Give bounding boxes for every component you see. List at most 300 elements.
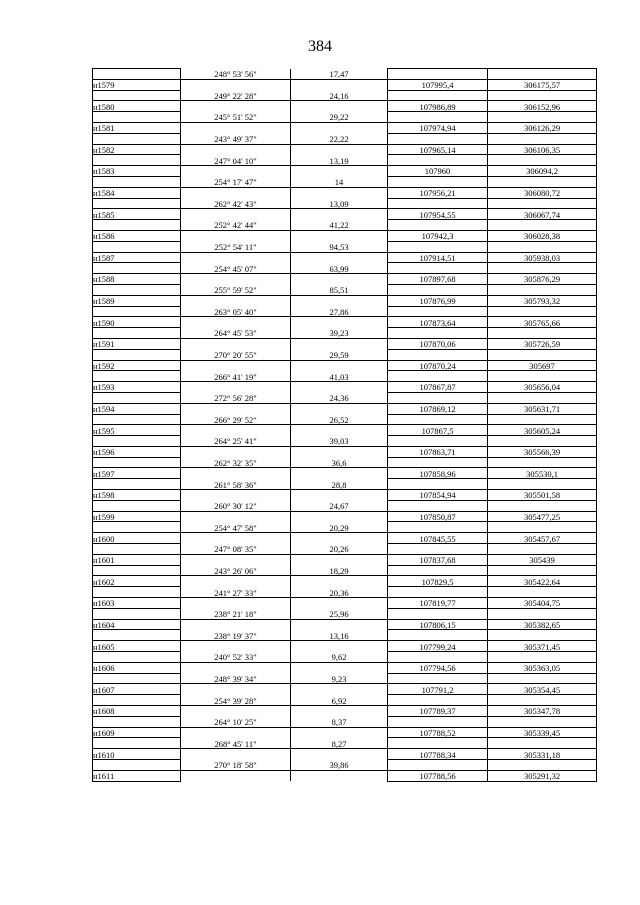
y-coordinate-cell: 305457,67 — [488, 533, 597, 544]
angle-cell — [181, 511, 291, 522]
y-coordinate-cell — [488, 738, 597, 749]
segment-row — [93, 263, 597, 274]
segment-row — [93, 544, 597, 555]
y-coordinate-cell — [488, 112, 597, 123]
length-cell: 8,27 — [291, 738, 388, 749]
point-cell — [93, 587, 181, 598]
point-cell — [93, 716, 181, 727]
point-row — [93, 706, 597, 717]
length-cell: 9,62 — [291, 652, 388, 663]
point-cell — [93, 630, 181, 641]
angle-cell: 245° 51' 52" — [181, 112, 291, 123]
length-cell — [291, 727, 388, 738]
y-coordinate-cell: 305354,45 — [488, 684, 597, 695]
angle-cell: 262° 32' 35" — [181, 457, 291, 468]
angle-cell — [181, 101, 291, 112]
length-cell — [291, 598, 388, 609]
x-coordinate-cell: 107974,94 — [388, 122, 488, 133]
length-cell: 28,8 — [291, 479, 388, 490]
length-cell: 39,23 — [291, 328, 388, 339]
y-coordinate-cell: 305793,32 — [488, 295, 597, 306]
segment-row — [93, 176, 597, 187]
x-coordinate-cell: 107819,77 — [388, 598, 488, 609]
x-coordinate-cell — [388, 673, 488, 684]
length-cell: 13,19 — [291, 155, 388, 166]
angle-cell — [181, 533, 291, 544]
x-coordinate-cell — [388, 652, 488, 663]
point-cell — [93, 695, 181, 706]
length-cell — [291, 295, 388, 306]
segment-row — [93, 608, 597, 619]
angle-cell: 270° 20' 55" — [181, 349, 291, 360]
x-coordinate-cell: 107791,2 — [388, 684, 488, 695]
point-cell: н1582 — [93, 144, 181, 155]
x-coordinate-cell — [388, 155, 488, 166]
point-cell: н1592 — [93, 360, 181, 371]
angle-cell — [181, 641, 291, 652]
angle-cell — [181, 598, 291, 609]
y-coordinate-cell — [488, 263, 597, 274]
length-cell — [291, 706, 388, 717]
y-coordinate-cell: 306175,57 — [488, 79, 597, 90]
point-cell: н1605 — [93, 641, 181, 652]
point-cell: н1595 — [93, 425, 181, 436]
point-cell — [93, 176, 181, 187]
y-coordinate-cell: 305371,45 — [488, 641, 597, 652]
point-row — [93, 490, 597, 501]
angle-cell — [181, 619, 291, 630]
length-cell — [291, 317, 388, 328]
angle-cell: 240° 52' 33" — [181, 652, 291, 663]
angle-cell: 254° 45' 07" — [181, 263, 291, 274]
y-coordinate-cell — [488, 133, 597, 144]
angle-cell: 266° 41' 19" — [181, 371, 291, 382]
angle-cell — [181, 360, 291, 371]
angle-cell: 266° 29' 52" — [181, 414, 291, 425]
length-cell — [291, 252, 388, 263]
length-cell — [291, 274, 388, 285]
x-coordinate-cell: 107788,56 — [388, 770, 488, 781]
point-cell — [93, 241, 181, 252]
point-cell — [93, 349, 181, 360]
x-coordinate-cell: 107788,52 — [388, 727, 488, 738]
angle-cell: 238° 19' 37" — [181, 630, 291, 641]
y-coordinate-cell: 305938,03 — [488, 252, 597, 263]
angle-cell — [181, 317, 291, 328]
y-coordinate-cell — [488, 565, 597, 576]
y-coordinate-cell: 305697 — [488, 360, 597, 371]
angle-cell — [181, 230, 291, 241]
point-cell: н1590 — [93, 317, 181, 328]
y-coordinate-cell — [488, 220, 597, 231]
y-coordinate-cell — [488, 284, 597, 295]
length-cell — [291, 554, 388, 565]
point-cell: н1584 — [93, 187, 181, 198]
x-coordinate-cell: 107794,56 — [388, 662, 488, 673]
length-cell: 20,26 — [291, 544, 388, 555]
point-cell — [93, 69, 181, 80]
y-coordinate-cell: 305656,04 — [488, 382, 597, 393]
angle-cell: 247° 04' 10" — [181, 155, 291, 166]
angle-cell: 249° 22' 28" — [181, 90, 291, 101]
angle-cell — [181, 468, 291, 479]
point-row — [93, 641, 597, 652]
x-coordinate-cell — [388, 69, 488, 80]
y-coordinate-cell: 305363,05 — [488, 662, 597, 673]
length-cell: 9,23 — [291, 673, 388, 684]
point-cell — [93, 500, 181, 511]
x-coordinate-cell — [388, 695, 488, 706]
segment-row — [93, 90, 597, 101]
y-coordinate-cell: 305331,18 — [488, 749, 597, 760]
angle-cell — [181, 403, 291, 414]
length-cell — [291, 187, 388, 198]
y-coordinate-cell — [488, 457, 597, 468]
y-coordinate-cell — [488, 349, 597, 360]
point-cell: н1598 — [93, 490, 181, 501]
x-coordinate-cell — [388, 587, 488, 598]
point-cell — [93, 328, 181, 339]
angle-cell: 252° 42' 44" — [181, 220, 291, 231]
x-coordinate-cell: 107850,87 — [388, 511, 488, 522]
length-cell: 27,86 — [291, 306, 388, 317]
point-row — [93, 274, 597, 285]
angle-cell: 241° 27' 33" — [181, 587, 291, 598]
point-row — [93, 122, 597, 133]
point-cell: н1594 — [93, 403, 181, 414]
y-coordinate-cell: 305501,58 — [488, 490, 597, 501]
segment-row — [93, 306, 597, 317]
segment-row — [93, 349, 597, 360]
y-coordinate-cell — [488, 198, 597, 209]
point-row — [93, 79, 597, 90]
x-coordinate-cell: 107806,15 — [388, 619, 488, 630]
segment-row — [93, 392, 597, 403]
point-cell: н1588 — [93, 274, 181, 285]
x-coordinate-cell: 107867,5 — [388, 425, 488, 436]
x-coordinate-cell: 107954,55 — [388, 209, 488, 220]
point-row — [93, 619, 597, 630]
point-cell: н1602 — [93, 576, 181, 587]
y-coordinate-cell: 305404,75 — [488, 598, 597, 609]
length-cell: 24,36 — [291, 392, 388, 403]
segment-row — [93, 69, 597, 80]
x-coordinate-cell: 107845,55 — [388, 533, 488, 544]
x-coordinate-cell: 107914,51 — [388, 252, 488, 263]
length-cell — [291, 662, 388, 673]
y-coordinate-cell — [488, 69, 597, 80]
y-coordinate-cell: 306126,29 — [488, 122, 597, 133]
point-cell — [93, 198, 181, 209]
length-cell: 17,47 — [291, 69, 388, 80]
segment-row — [93, 457, 597, 468]
angle-cell — [181, 684, 291, 695]
angle-cell: 264° 10' 25" — [181, 716, 291, 727]
point-cell: н1586 — [93, 230, 181, 241]
x-coordinate-cell — [388, 760, 488, 771]
segment-row — [93, 133, 597, 144]
angle-cell — [181, 187, 291, 198]
point-cell: н1611 — [93, 770, 181, 781]
y-coordinate-cell: 305765,66 — [488, 317, 597, 328]
angle-cell: 260° 30' 12" — [181, 500, 291, 511]
x-coordinate-cell — [388, 133, 488, 144]
angle-cell: 262° 42' 43" — [181, 198, 291, 209]
y-coordinate-cell — [488, 716, 597, 727]
point-row — [93, 727, 597, 738]
point-cell: н1591 — [93, 338, 181, 349]
angle-cell: 247° 08' 35" — [181, 544, 291, 555]
angle-cell — [181, 382, 291, 393]
length-cell: 13,16 — [291, 630, 388, 641]
y-coordinate-cell — [488, 241, 597, 252]
length-cell — [291, 101, 388, 112]
point-cell — [93, 263, 181, 274]
segment-row — [93, 479, 597, 490]
point-cell — [93, 436, 181, 447]
angle-cell: 252° 54' 11" — [181, 241, 291, 252]
length-cell: 6,92 — [291, 695, 388, 706]
x-coordinate-cell — [388, 284, 488, 295]
length-cell: 94,53 — [291, 241, 388, 252]
point-row — [93, 684, 597, 695]
x-coordinate-cell: 107876,99 — [388, 295, 488, 306]
segment-row — [93, 155, 597, 166]
length-cell — [291, 684, 388, 695]
y-coordinate-cell — [488, 392, 597, 403]
length-cell: 36,6 — [291, 457, 388, 468]
angle-cell — [181, 662, 291, 673]
y-coordinate-cell — [488, 652, 597, 663]
x-coordinate-cell: 107956,21 — [388, 187, 488, 198]
x-coordinate-cell — [388, 90, 488, 101]
x-coordinate-cell — [388, 479, 488, 490]
segment-row — [93, 220, 597, 231]
point-cell — [93, 414, 181, 425]
x-coordinate-cell — [388, 457, 488, 468]
y-coordinate-cell: 305477,25 — [488, 511, 597, 522]
coordinates-table-body — [93, 69, 597, 782]
x-coordinate-cell: 107960 — [388, 166, 488, 177]
point-cell: н1593 — [93, 382, 181, 393]
x-coordinate-cell — [388, 414, 488, 425]
point-row — [93, 468, 597, 479]
point-cell — [93, 220, 181, 231]
angle-cell — [181, 144, 291, 155]
y-coordinate-cell: 305631,71 — [488, 403, 597, 414]
length-cell: 26,52 — [291, 414, 388, 425]
point-row — [93, 770, 597, 781]
point-row — [93, 403, 597, 414]
length-cell: 41,03 — [291, 371, 388, 382]
x-coordinate-cell — [388, 500, 488, 511]
length-cell — [291, 209, 388, 220]
x-coordinate-cell: 107854,94 — [388, 490, 488, 501]
y-coordinate-cell: 305291,32 — [488, 770, 597, 781]
angle-cell — [181, 490, 291, 501]
x-coordinate-cell: 107986,89 — [388, 101, 488, 112]
y-coordinate-cell — [488, 608, 597, 619]
angle-cell — [181, 706, 291, 717]
angle-cell — [181, 749, 291, 760]
point-cell: н1608 — [93, 706, 181, 717]
segment-row — [93, 695, 597, 706]
length-cell: 18,29 — [291, 565, 388, 576]
point-cell: н1587 — [93, 252, 181, 263]
angle-cell — [181, 576, 291, 587]
angle-cell — [181, 727, 291, 738]
x-coordinate-cell — [388, 565, 488, 576]
point-cell — [93, 284, 181, 295]
y-coordinate-cell — [488, 176, 597, 187]
point-row — [93, 533, 597, 544]
point-row — [93, 382, 597, 393]
y-coordinate-cell — [488, 760, 597, 771]
x-coordinate-cell — [388, 436, 488, 447]
y-coordinate-cell — [488, 695, 597, 706]
x-coordinate-cell: 107873,64 — [388, 317, 488, 328]
length-cell — [291, 360, 388, 371]
angle-cell: 254° 47' 58" — [181, 522, 291, 533]
point-cell: н1580 — [93, 101, 181, 112]
point-cell: н1601 — [93, 554, 181, 565]
length-cell: 39,03 — [291, 436, 388, 447]
angle-cell — [181, 295, 291, 306]
point-row — [93, 187, 597, 198]
length-cell — [291, 490, 388, 501]
y-coordinate-cell — [488, 673, 597, 684]
y-coordinate-cell: 305339,45 — [488, 727, 597, 738]
angle-cell: 238° 21' 18" — [181, 608, 291, 619]
length-cell — [291, 749, 388, 760]
x-coordinate-cell: 107995,4 — [388, 79, 488, 90]
x-coordinate-cell — [388, 241, 488, 252]
angle-cell: 248° 39' 34" — [181, 673, 291, 684]
y-coordinate-cell: 305726,59 — [488, 338, 597, 349]
x-coordinate-cell: 107942,3 — [388, 230, 488, 241]
point-cell — [93, 112, 181, 123]
x-coordinate-cell: 107869,12 — [388, 403, 488, 414]
length-cell: 39,86 — [291, 760, 388, 771]
angle-cell: 254° 17' 47" — [181, 176, 291, 187]
point-row — [93, 511, 597, 522]
y-coordinate-cell: 305605,24 — [488, 425, 597, 436]
angle-cell: 268° 45' 11" — [181, 738, 291, 749]
point-row — [93, 425, 597, 436]
segment-row — [93, 198, 597, 209]
length-cell: 63,99 — [291, 263, 388, 274]
x-coordinate-cell: 107788,34 — [388, 749, 488, 760]
angle-cell — [181, 209, 291, 220]
point-cell: н1579 — [93, 79, 181, 90]
angle-cell: 272° 56' 28" — [181, 392, 291, 403]
x-coordinate-cell — [388, 306, 488, 317]
angle-cell — [181, 122, 291, 133]
point-cell — [93, 738, 181, 749]
length-cell — [291, 79, 388, 90]
segment-row — [93, 716, 597, 727]
length-cell — [291, 468, 388, 479]
point-cell: н1604 — [93, 619, 181, 630]
point-cell — [93, 392, 181, 403]
length-cell — [291, 576, 388, 587]
x-coordinate-cell — [388, 544, 488, 555]
point-cell: н1610 — [93, 749, 181, 760]
length-cell: 22,22 — [291, 133, 388, 144]
length-cell: 24,67 — [291, 500, 388, 511]
length-cell — [291, 338, 388, 349]
point-cell — [93, 608, 181, 619]
point-cell: н1597 — [93, 468, 181, 479]
length-cell — [291, 230, 388, 241]
x-coordinate-cell: 107897,68 — [388, 274, 488, 285]
angle-cell: 264° 45' 53" — [181, 328, 291, 339]
point-cell: н1596 — [93, 446, 181, 457]
angle-cell: 254° 39' 28" — [181, 695, 291, 706]
x-coordinate-cell — [388, 198, 488, 209]
x-coordinate-cell — [388, 112, 488, 123]
length-cell — [291, 403, 388, 414]
segment-row — [93, 630, 597, 641]
point-cell — [93, 522, 181, 533]
y-coordinate-cell — [488, 544, 597, 555]
x-coordinate-cell — [388, 392, 488, 403]
point-cell — [93, 371, 181, 382]
point-row — [93, 749, 597, 760]
length-cell — [291, 122, 388, 133]
length-cell: 20,29 — [291, 522, 388, 533]
length-cell — [291, 770, 388, 781]
point-row — [93, 166, 597, 177]
x-coordinate-cell: 107863,71 — [388, 446, 488, 457]
point-row — [93, 144, 597, 155]
length-cell: 20,36 — [291, 587, 388, 598]
length-cell — [291, 382, 388, 393]
length-cell — [291, 511, 388, 522]
x-coordinate-cell — [388, 349, 488, 360]
x-coordinate-cell: 107789,37 — [388, 706, 488, 717]
y-coordinate-cell — [488, 155, 597, 166]
point-cell: н1581 — [93, 122, 181, 133]
angle-cell — [181, 274, 291, 285]
y-coordinate-cell — [488, 371, 597, 382]
length-cell — [291, 425, 388, 436]
x-coordinate-cell — [388, 608, 488, 619]
segment-row — [93, 241, 597, 252]
x-coordinate-cell: 107799,24 — [388, 641, 488, 652]
point-cell: н1607 — [93, 684, 181, 695]
y-coordinate-cell — [488, 500, 597, 511]
segment-row — [93, 112, 597, 123]
angle-cell — [181, 770, 291, 781]
x-coordinate-cell: 107870,06 — [388, 338, 488, 349]
length-cell — [291, 533, 388, 544]
y-coordinate-cell: 306067,74 — [488, 209, 597, 220]
y-coordinate-cell — [488, 522, 597, 533]
point-cell — [93, 457, 181, 468]
length-cell: 29,22 — [291, 112, 388, 123]
x-coordinate-cell: 107858,96 — [388, 468, 488, 479]
length-cell — [291, 619, 388, 630]
point-cell: н1585 — [93, 209, 181, 220]
y-coordinate-cell — [488, 414, 597, 425]
y-coordinate-cell: 305439 — [488, 554, 597, 565]
angle-cell: 248° 53' 56" — [181, 69, 291, 80]
point-row — [93, 230, 597, 241]
point-cell: н1606 — [93, 662, 181, 673]
y-coordinate-cell — [488, 306, 597, 317]
length-cell: 24,16 — [291, 90, 388, 101]
